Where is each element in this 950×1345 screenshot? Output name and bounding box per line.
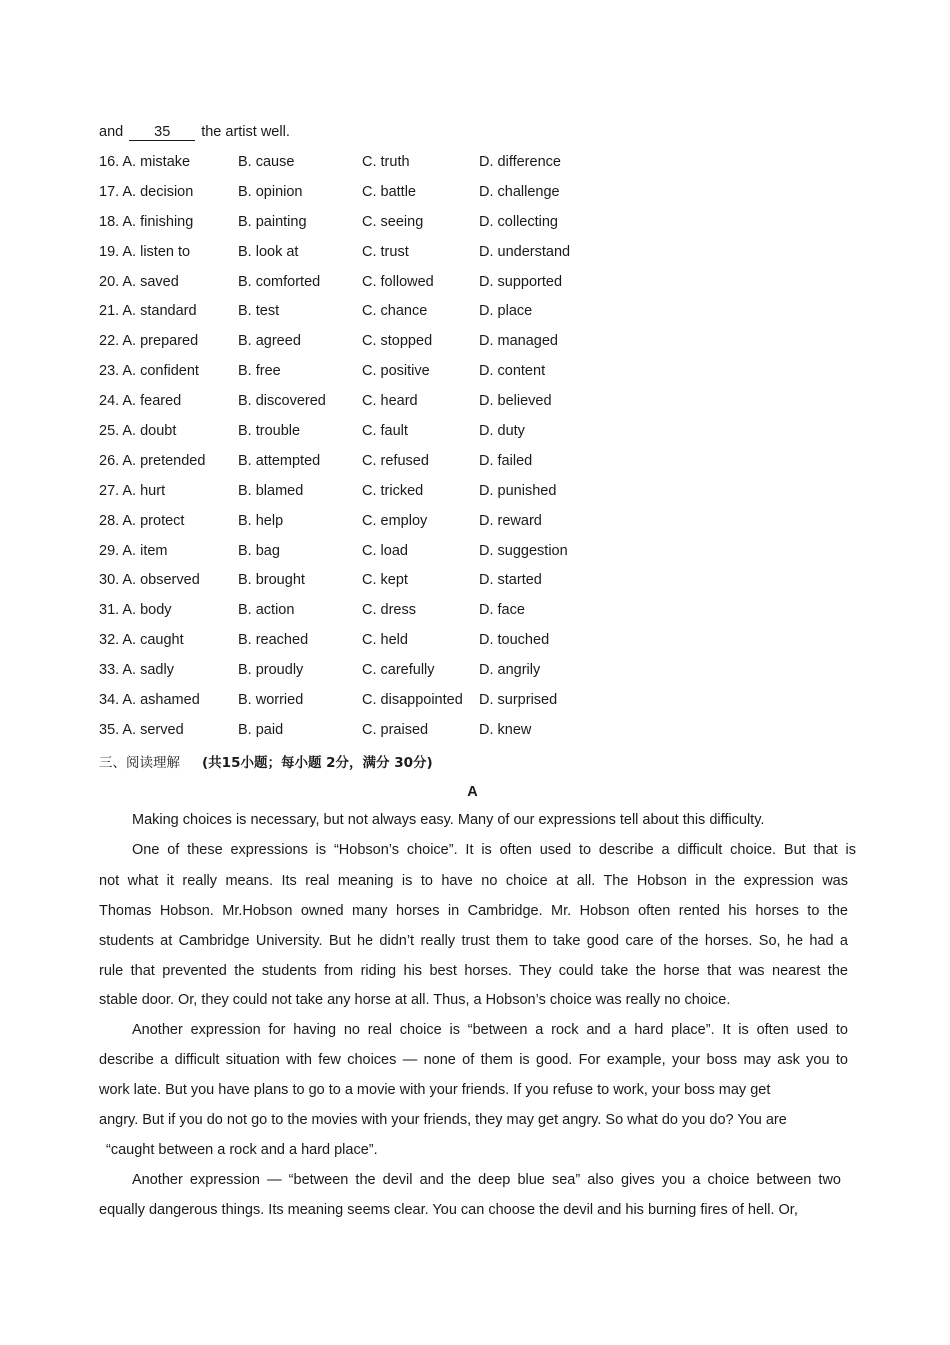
- passage-line: stable door. Or, they could not take any horse at all. Thus, a Hobson’s choice was really no choice.: [99, 992, 731, 1008]
- option-b: B. help: [238, 512, 284, 529]
- passage-line: students at Cambridge University. But he didn’t really trust them to take good care of the horses. So, he had a: [99, 933, 848, 949]
- option-c: C. load: [362, 542, 408, 559]
- option-d: D. place: [479, 303, 533, 320]
- option-c: C. carefully: [362, 662, 435, 679]
- option-c: C. positive: [362, 363, 430, 380]
- option-c: C. seeing: [362, 213, 424, 230]
- option-b: B. opinion: [238, 183, 303, 200]
- option-d: D. content: [479, 363, 546, 380]
- option-b: B. worried: [238, 692, 304, 709]
- option-d: D. believed: [479, 393, 552, 410]
- option-a: 24. A. feared: [99, 393, 182, 410]
- option-c: C. truth: [362, 154, 410, 170]
- option-c: C. refused: [362, 452, 429, 469]
- option-d: D. managed: [479, 333, 558, 350]
- option-d: D. punished: [479, 482, 557, 499]
- option-b: B. comforted: [238, 273, 321, 290]
- option-a: 30. A. observed: [99, 572, 200, 589]
- option-d: D. face: [479, 602, 525, 619]
- option-d: D. supported: [479, 273, 563, 290]
- option-a: 21. A. standard: [99, 303, 197, 320]
- option-a: 16. A. mistake: [99, 154, 191, 170]
- passage-line: angry. But if you do not go to the movies with your friends, they may get angry. So what do you do? You are: [99, 1112, 787, 1128]
- passage-line: work late. But you have plans to go to a movie with your friends. If you refuse to work, your boss may get: [99, 1082, 771, 1098]
- section-heading: [99, 751, 433, 771]
- option-a: 27. A. hurt: [99, 482, 166, 499]
- option-a: 23. A. confident: [99, 363, 199, 380]
- passage-line: Another expression — “between the devil and the deep blue sea” also gives you a choice between two: [132, 1172, 841, 1188]
- option-c: C. stopped: [362, 333, 433, 350]
- lead-suffix: the artist well.: [201, 124, 290, 140]
- option-c: C. chance: [362, 303, 428, 320]
- option-c: C. held: [362, 632, 408, 649]
- lead-line: [99, 124, 290, 141]
- option-b: B. bag: [238, 542, 280, 559]
- passage-line: Another expression for having no real choice is “between a rock and a hard place”. It is often used to: [132, 1022, 848, 1038]
- option-b: B. paid: [238, 721, 284, 738]
- option-d: D. challenge: [479, 183, 560, 200]
- option-b: B. action: [238, 602, 295, 619]
- passage-line: One of these expressions is “Hobson’s choice”. It is often used to describe a difficult choice. But that is: [132, 842, 856, 858]
- section-score: (共15小题；每小题 2分，满分 30分): [202, 755, 433, 771]
- option-b: B. proudly: [238, 662, 304, 679]
- option-b: B. look at: [238, 243, 299, 260]
- option-c: C. praised: [362, 721, 429, 738]
- option-d: D. started: [479, 572, 542, 589]
- option-b: B. free: [238, 363, 281, 380]
- option-b: B. trouble: [238, 423, 301, 440]
- option-d: D. duty: [479, 423, 525, 440]
- option-a: 25. A. doubt: [99, 423, 177, 440]
- option-c: C. trust: [362, 243, 409, 260]
- option-a: 17. A. decision: [99, 183, 194, 200]
- option-a: 29. A. item: [99, 542, 168, 559]
- section-title: 三、阅读理解: [99, 755, 180, 771]
- option-d: D. collecting: [479, 213, 558, 230]
- option-c: C. employ: [362, 512, 428, 529]
- lead-prefix: and: [99, 124, 124, 140]
- option-b: B. attempted: [238, 452, 321, 469]
- option-c: C. followed: [362, 273, 434, 290]
- passage-line: describe a difficult situation with few choices — none of them is good. For example, your boss may ask you to: [99, 1052, 848, 1068]
- option-d: D. difference: [479, 154, 561, 170]
- option-d: D. failed: [479, 452, 533, 469]
- option-c: C. heard: [362, 393, 418, 410]
- option-a: 31. A. body: [99, 602, 172, 619]
- option-a: 28. A. protect: [99, 512, 185, 529]
- passage-line: rule that prevented the students from riding his best horses. They could take the horse that was nearest the: [99, 963, 848, 979]
- option-a: 18. A. finishing: [99, 213, 194, 230]
- option-b: B. cause: [238, 154, 295, 170]
- option-a: 20. A. saved: [99, 273, 179, 290]
- option-b: B. test: [238, 303, 280, 320]
- option-c: C. fault: [362, 423, 408, 440]
- option-b: B. brought: [238, 572, 305, 589]
- option-b: B. reached: [238, 632, 309, 649]
- option-d: D. reward: [479, 512, 542, 529]
- passage-line: not what it really means. Its real meaning is to have no choice at all. The Hobson in the expression was: [99, 873, 848, 889]
- option-b: B. painting: [238, 213, 307, 230]
- option-d: D. suggestion: [479, 542, 568, 559]
- option-b: B. discovered: [238, 393, 326, 410]
- option-a: 35. A. served: [99, 721, 184, 738]
- passage-title: A: [467, 784, 478, 800]
- passage-line: Making choices is necessary, but not always easy. Many of our expressions tell about this difficulty.: [132, 812, 765, 828]
- option-d: D. angrily: [479, 662, 541, 679]
- option-c: C. tricked: [362, 482, 424, 499]
- option-a: 26. A. pretended: [99, 452, 206, 469]
- option-c: C. dress: [362, 602, 416, 619]
- option-d: D. surprised: [479, 692, 558, 709]
- option-a: 33. A. sadly: [99, 662, 174, 679]
- option-d: D. knew: [479, 721, 532, 738]
- option-d: D. understand: [479, 243, 571, 260]
- answer-blank-35: 35: [129, 125, 195, 141]
- passage-line: “caught between a rock and a hard place”.: [106, 1142, 378, 1158]
- option-d: D. touched: [479, 632, 550, 649]
- option-a: 32. A. caught: [99, 632, 184, 649]
- option-a: 34. A. ashamed: [99, 692, 200, 709]
- option-c: C. disappointed: [362, 692, 463, 709]
- option-a: 19. A. listen to: [99, 243, 191, 260]
- option-b: B. agreed: [238, 333, 301, 350]
- option-a: 22. A. prepared: [99, 333, 199, 350]
- passage-line: equally dangerous things. Its meaning seems clear. You can choose the devil and his burning fires of hell. Or,: [99, 1202, 798, 1218]
- option-c: C. battle: [362, 183, 416, 200]
- option-c: C. kept: [362, 572, 408, 589]
- option-b: B. blamed: [238, 482, 304, 499]
- passage-line: Thomas Hobson. Mr.Hobson owned many horses in Cambridge. Mr. Hobson often rented his horses to the: [99, 903, 848, 919]
